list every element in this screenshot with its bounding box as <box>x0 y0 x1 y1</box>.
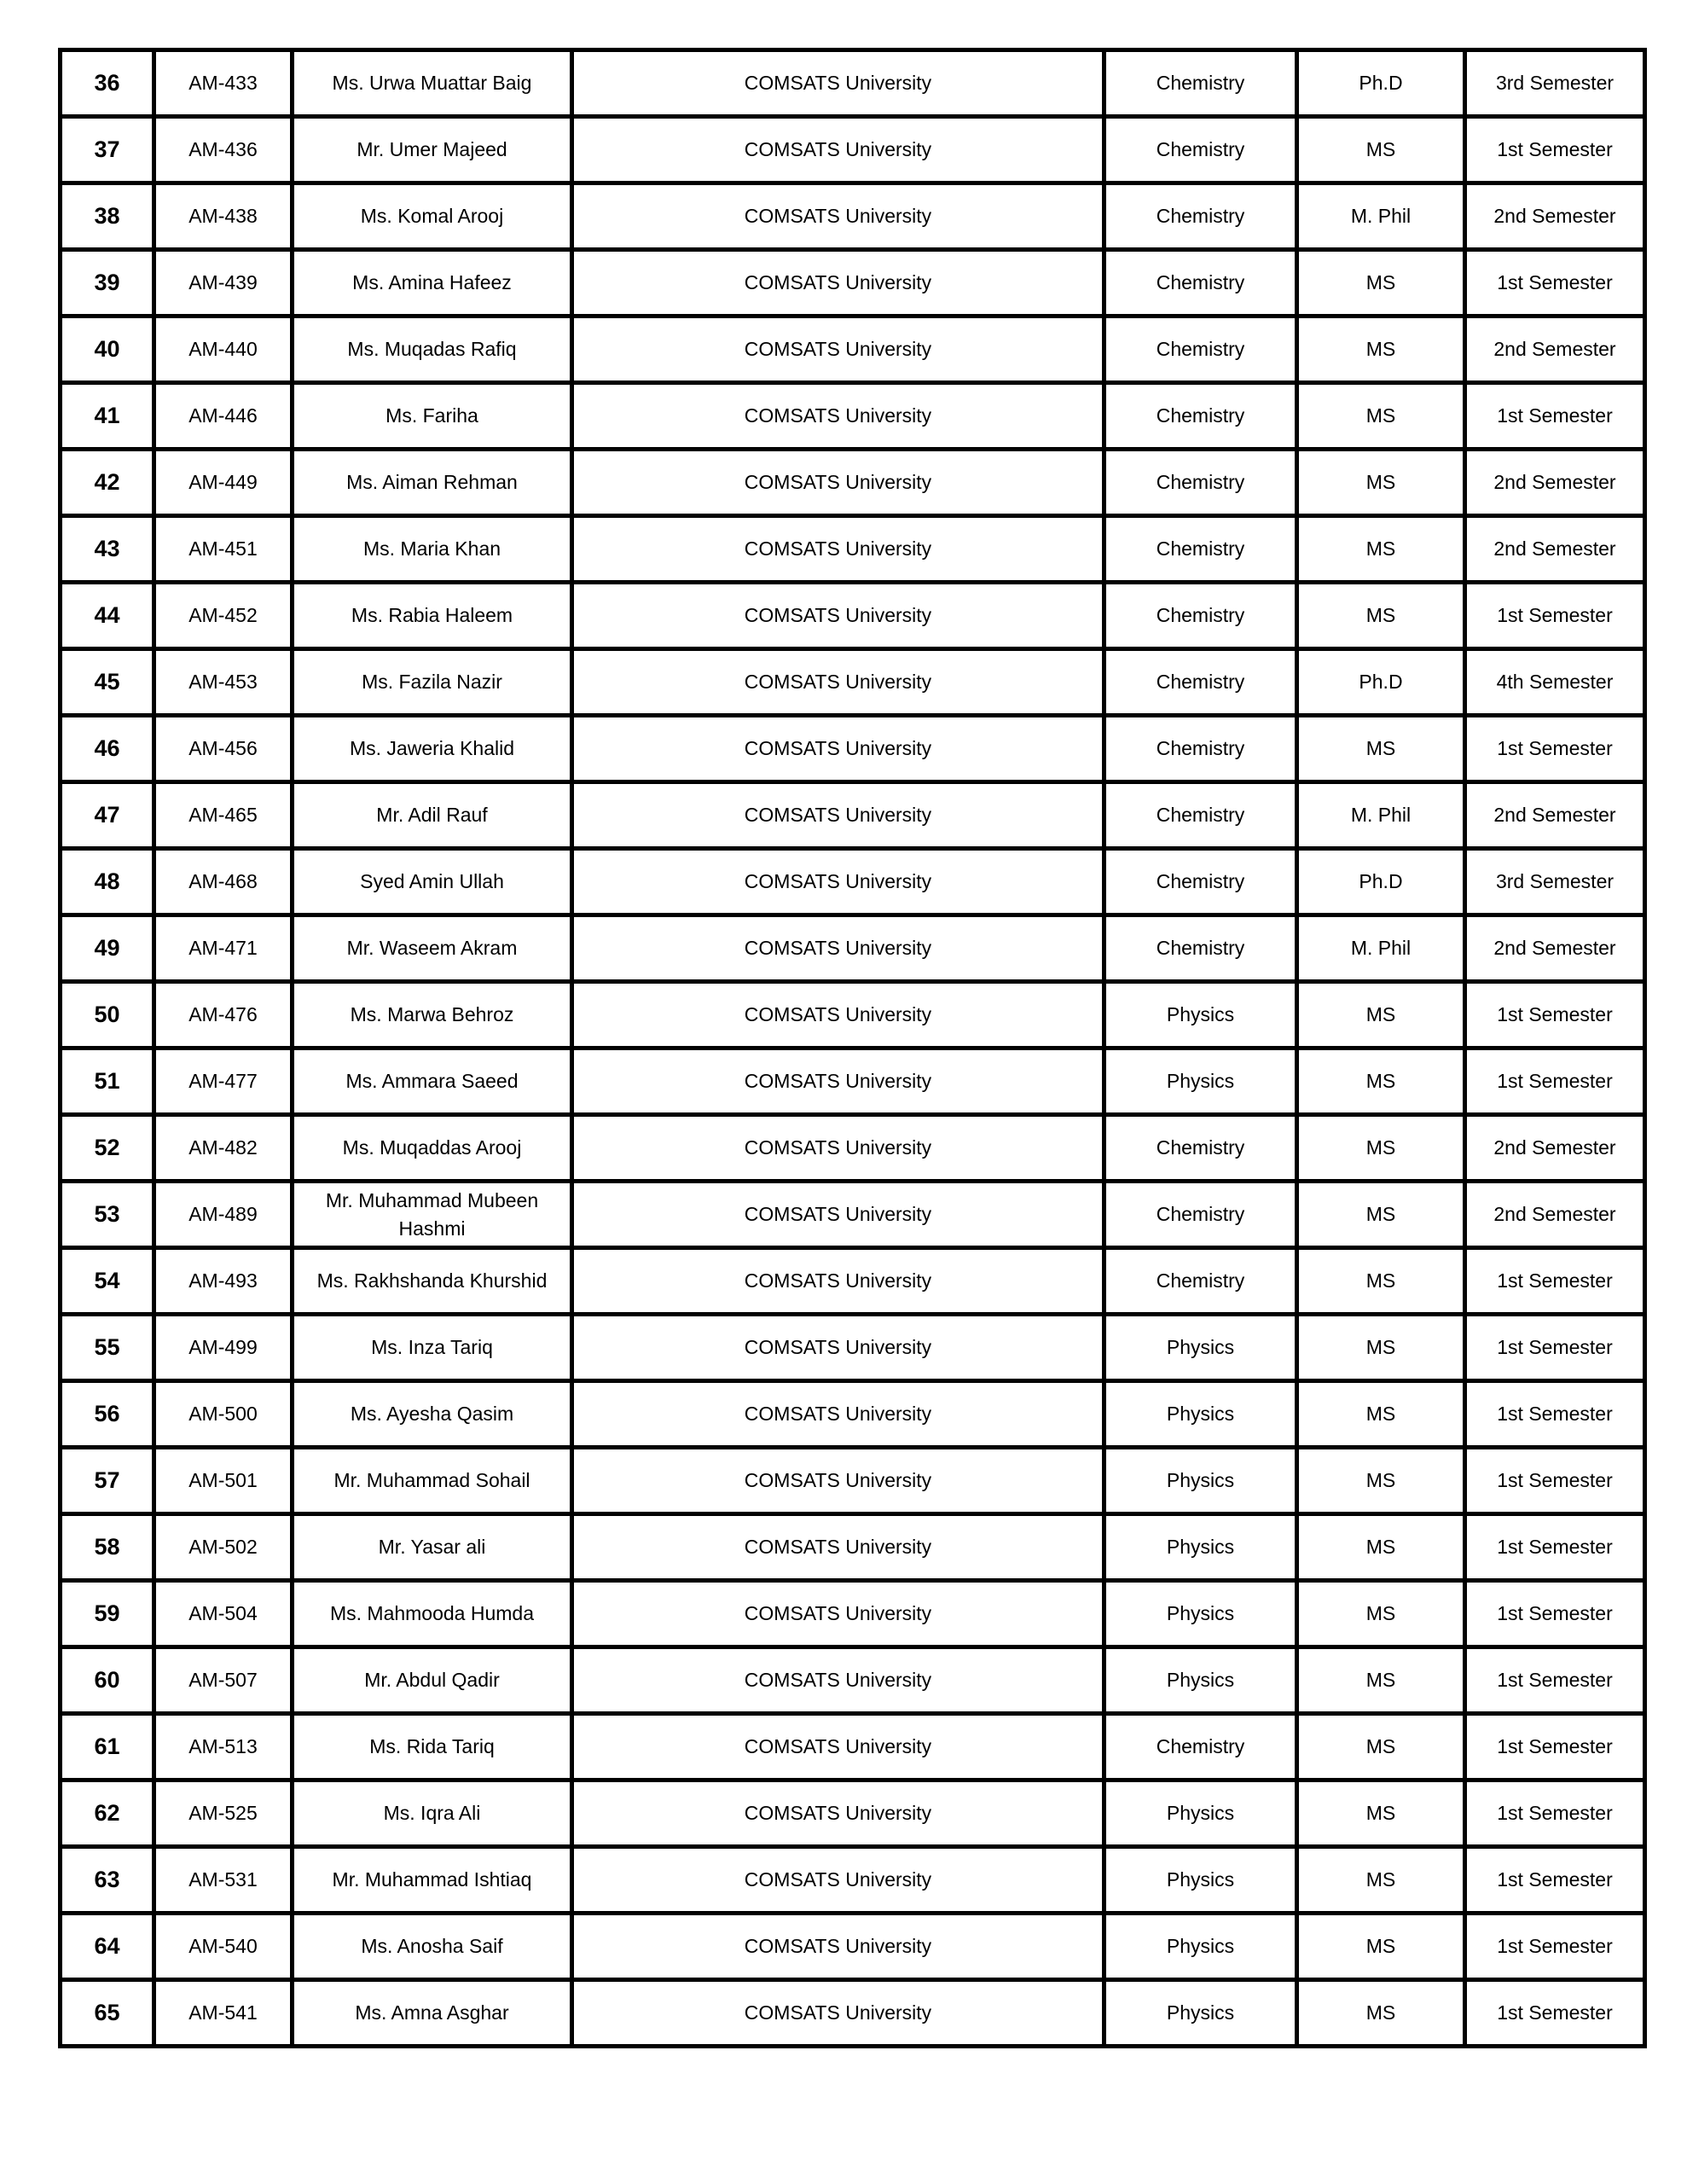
department-cell: Physics <box>1104 1448 1297 1514</box>
student-id-cell: AM-436 <box>154 117 293 183</box>
serial-number-cell: 59 <box>61 1581 154 1647</box>
department-cell: Chemistry <box>1104 716 1297 782</box>
student-id-cell: AM-438 <box>154 183 293 250</box>
department-cell: Physics <box>1104 1381 1297 1448</box>
serial-number-cell: 65 <box>61 1980 154 2047</box>
semester-cell: 2nd Semester <box>1465 183 1645 250</box>
student-name-cell: Mr. Muhammad Ishtiaq <box>293 1847 572 1914</box>
student-name-cell: Ms. Rabia Haleem <box>293 583 572 649</box>
department-cell: Chemistry <box>1104 915 1297 982</box>
student-id-cell: AM-433 <box>154 50 293 117</box>
degree-cell: MS <box>1297 1514 1465 1581</box>
serial-number-cell: 45 <box>61 649 154 716</box>
department-cell: Chemistry <box>1104 1714 1297 1780</box>
department-cell: Chemistry <box>1104 117 1297 183</box>
semester-cell: 1st Semester <box>1465 1714 1645 1780</box>
university-cell: COMSATS University <box>572 1381 1104 1448</box>
serial-number-cell: 64 <box>61 1914 154 1980</box>
student-name-cell: Ms. Aiman Rehman <box>293 450 572 516</box>
degree-cell: M. Phil <box>1297 915 1465 982</box>
university-cell: COMSATS University <box>572 1714 1104 1780</box>
university-cell: COMSATS University <box>572 50 1104 117</box>
university-cell: COMSATS University <box>572 450 1104 516</box>
student-name-cell: Ms. Fariha <box>293 383 572 450</box>
degree-cell: MS <box>1297 583 1465 649</box>
student-id-cell: AM-507 <box>154 1647 293 1714</box>
table-row <box>61 516 1645 583</box>
serial-number-cell: 46 <box>61 716 154 782</box>
university-cell: COMSATS University <box>572 1514 1104 1581</box>
department-cell: Physics <box>1104 1581 1297 1647</box>
department-cell: Physics <box>1104 1914 1297 1980</box>
student-name-cell: Ms. Urwa Muattar Baig <box>293 50 572 117</box>
university-cell: COMSATS University <box>572 1581 1104 1647</box>
table-row <box>61 583 1645 649</box>
serial-number-cell: 50 <box>61 982 154 1048</box>
university-cell: COMSATS University <box>572 849 1104 915</box>
serial-number-cell: 57 <box>61 1448 154 1514</box>
student-name-cell: Syed Amin Ullah <box>293 849 572 915</box>
department-cell: Physics <box>1104 1315 1297 1381</box>
student-id-cell: AM-471 <box>154 915 293 982</box>
student-id-cell: AM-456 <box>154 716 293 782</box>
student-id-cell: AM-541 <box>154 1980 293 2047</box>
department-cell: Chemistry <box>1104 516 1297 583</box>
university-cell: COMSATS University <box>572 782 1104 849</box>
semester-cell: 1st Semester <box>1465 1581 1645 1647</box>
university-cell: COMSATS University <box>572 1780 1104 1847</box>
table-row <box>61 1448 1645 1514</box>
student-name-cell: Ms. Maria Khan <box>293 516 572 583</box>
student-id-cell: AM-439 <box>154 250 293 317</box>
degree-cell: MS <box>1297 1381 1465 1448</box>
student-name-cell: Mr. Yasar ali <box>293 1514 572 1581</box>
student-id-cell: AM-502 <box>154 1514 293 1581</box>
department-cell: Chemistry <box>1104 1182 1297 1248</box>
semester-cell: 1st Semester <box>1465 1914 1645 1980</box>
department-cell: Chemistry <box>1104 250 1297 317</box>
university-cell: COMSATS University <box>572 1647 1104 1714</box>
semester-cell: 1st Semester <box>1465 1448 1645 1514</box>
degree-cell: MS <box>1297 1248 1465 1315</box>
department-cell: Chemistry <box>1104 649 1297 716</box>
semester-cell: 1st Semester <box>1465 1315 1645 1381</box>
degree-cell: Ph.D <box>1297 50 1465 117</box>
serial-number-cell: 51 <box>61 1048 154 1115</box>
student-id-cell: AM-440 <box>154 317 293 383</box>
table-row <box>61 1048 1645 1115</box>
serial-number-cell: 39 <box>61 250 154 317</box>
degree-cell: MS <box>1297 1448 1465 1514</box>
semester-cell: 1st Semester <box>1465 716 1645 782</box>
student-name-cell: Ms. Rida Tariq <box>293 1714 572 1780</box>
university-cell: COMSATS University <box>572 1448 1104 1514</box>
student-id-cell: AM-449 <box>154 450 293 516</box>
student-id-cell: AM-465 <box>154 782 293 849</box>
semester-cell: 2nd Semester <box>1465 1115 1645 1182</box>
table-row <box>61 982 1645 1048</box>
student-name-cell: Ms. Marwa Behroz <box>293 982 572 1048</box>
semester-cell: 1st Semester <box>1465 583 1645 649</box>
table-row <box>61 716 1645 782</box>
table-row <box>61 250 1645 317</box>
student-id-cell: AM-493 <box>154 1248 293 1315</box>
table-row <box>61 450 1645 516</box>
table-row <box>61 1381 1645 1448</box>
university-cell: COMSATS University <box>572 516 1104 583</box>
semester-cell: 1st Semester <box>1465 1248 1645 1315</box>
student-name-cell: Ms. Mahmooda Humda <box>293 1581 572 1647</box>
serial-number-cell: 56 <box>61 1381 154 1448</box>
serial-number-cell: 43 <box>61 516 154 583</box>
table-row <box>61 383 1645 450</box>
student-name-cell: Ms. Ayesha Qasim <box>293 1381 572 1448</box>
department-cell: Chemistry <box>1104 50 1297 117</box>
student-name-cell: Ms. Rakhshanda Khurshid <box>293 1248 572 1315</box>
university-cell: COMSATS University <box>572 1182 1104 1248</box>
semester-cell: 2nd Semester <box>1465 782 1645 849</box>
serial-number-cell: 54 <box>61 1248 154 1315</box>
semester-cell: 2nd Semester <box>1465 915 1645 982</box>
table-row <box>61 1182 1645 1248</box>
degree-cell: MS <box>1297 1847 1465 1914</box>
student-id-cell: AM-489 <box>154 1182 293 1248</box>
semester-cell: 1st Semester <box>1465 1980 1645 2047</box>
university-cell: COMSATS University <box>572 1048 1104 1115</box>
student-name-cell: Mr. Abdul Qadir <box>293 1647 572 1714</box>
department-cell: Chemistry <box>1104 849 1297 915</box>
degree-cell: M. Phil <box>1297 183 1465 250</box>
department-cell: Physics <box>1104 1647 1297 1714</box>
semester-cell: 1st Semester <box>1465 1381 1645 1448</box>
degree-cell: MS <box>1297 250 1465 317</box>
student-name-cell: Ms. Iqra Ali <box>293 1780 572 1847</box>
serial-number-cell: 41 <box>61 383 154 450</box>
student-name-cell: Ms. Jaweria Khalid <box>293 716 572 782</box>
degree-cell: MS <box>1297 1780 1465 1847</box>
student-id-cell: AM-540 <box>154 1914 293 1980</box>
table-row <box>61 649 1645 716</box>
semester-cell: 2nd Semester <box>1465 1182 1645 1248</box>
serial-number-cell: 60 <box>61 1647 154 1714</box>
university-cell: COMSATS University <box>572 317 1104 383</box>
serial-number-cell: 61 <box>61 1714 154 1780</box>
university-cell: COMSATS University <box>572 716 1104 782</box>
student-name-cell: Ms. Komal Arooj <box>293 183 572 250</box>
semester-cell: 1st Semester <box>1465 1847 1645 1914</box>
semester-cell: 1st Semester <box>1465 1048 1645 1115</box>
department-cell: Physics <box>1104 982 1297 1048</box>
table-row <box>61 117 1645 183</box>
department-cell: Chemistry <box>1104 782 1297 849</box>
table-row <box>61 1980 1645 2047</box>
serial-number-cell: 36 <box>61 50 154 117</box>
table-row <box>61 183 1645 250</box>
department-cell: Chemistry <box>1104 1248 1297 1315</box>
table-row <box>61 1780 1645 1847</box>
table-row <box>61 1647 1645 1714</box>
student-name-cell: Ms. Anosha Saif <box>293 1914 572 1980</box>
serial-number-cell: 42 <box>61 450 154 516</box>
serial-number-cell: 48 <box>61 849 154 915</box>
table-row <box>61 317 1645 383</box>
serial-number-cell: 40 <box>61 317 154 383</box>
department-cell: Chemistry <box>1104 383 1297 450</box>
semester-cell: 3rd Semester <box>1465 849 1645 915</box>
department-cell: Chemistry <box>1104 1115 1297 1182</box>
serial-number-cell: 44 <box>61 583 154 649</box>
student-id-cell: AM-482 <box>154 1115 293 1182</box>
table-row <box>61 1315 1645 1381</box>
student-id-cell: AM-501 <box>154 1448 293 1514</box>
roster-body <box>61 50 1645 2047</box>
semester-cell: 1st Semester <box>1465 383 1645 450</box>
table-row <box>61 1914 1645 1980</box>
table-row <box>61 1847 1645 1914</box>
degree-cell: M. Phil <box>1297 782 1465 849</box>
table-row <box>61 1514 1645 1581</box>
semester-cell: 4th Semester <box>1465 649 1645 716</box>
student-id-cell: AM-446 <box>154 383 293 450</box>
student-id-cell: AM-477 <box>154 1048 293 1115</box>
degree-cell: MS <box>1297 117 1465 183</box>
department-cell: Physics <box>1104 1847 1297 1914</box>
semester-cell: 2nd Semester <box>1465 516 1645 583</box>
university-cell: COMSATS University <box>572 1980 1104 2047</box>
serial-number-cell: 52 <box>61 1115 154 1182</box>
student-id-cell: AM-525 <box>154 1780 293 1847</box>
degree-cell: MS <box>1297 1115 1465 1182</box>
table-row <box>61 1714 1645 1780</box>
student-id-cell: AM-453 <box>154 649 293 716</box>
student-name-cell: Ms. Ammara Saeed <box>293 1048 572 1115</box>
degree-cell: MS <box>1297 317 1465 383</box>
student-name-cell: Mr. Umer Majeed <box>293 117 572 183</box>
degree-cell: MS <box>1297 1647 1465 1714</box>
serial-number-cell: 63 <box>61 1847 154 1914</box>
department-cell: Physics <box>1104 1514 1297 1581</box>
student-name-cell: Ms. Inza Tariq <box>293 1315 572 1381</box>
university-cell: COMSATS University <box>572 1115 1104 1182</box>
department-cell: Chemistry <box>1104 183 1297 250</box>
serial-number-cell: 49 <box>61 915 154 982</box>
semester-cell: 1st Semester <box>1465 117 1645 183</box>
semester-cell: 1st Semester <box>1465 1647 1645 1714</box>
student-id-cell: AM-504 <box>154 1581 293 1647</box>
student-name-cell: Ms. Fazila Nazir <box>293 649 572 716</box>
student-id-cell: AM-451 <box>154 516 293 583</box>
serial-number-cell: 58 <box>61 1514 154 1581</box>
university-cell: COMSATS University <box>572 583 1104 649</box>
table-row <box>61 1248 1645 1315</box>
student-id-cell: AM-500 <box>154 1381 293 1448</box>
serial-number-cell: 47 <box>61 782 154 849</box>
student-id-cell: AM-476 <box>154 982 293 1048</box>
student-name-cell: Ms. Muqaddas Arooj <box>293 1115 572 1182</box>
table-row <box>61 1581 1645 1647</box>
table-row <box>61 50 1645 117</box>
table-row <box>61 915 1645 982</box>
department-cell: Chemistry <box>1104 317 1297 383</box>
serial-number-cell: 37 <box>61 117 154 183</box>
degree-cell: MS <box>1297 982 1465 1048</box>
university-cell: COMSATS University <box>572 1914 1104 1980</box>
student-name-cell: Ms. Amina Hafeez <box>293 250 572 317</box>
university-cell: COMSATS University <box>572 1847 1104 1914</box>
degree-cell: MS <box>1297 1048 1465 1115</box>
semester-cell: 1st Semester <box>1465 1780 1645 1847</box>
student-name-cell: Mr. Waseem Akram <box>293 915 572 982</box>
university-cell: COMSATS University <box>572 915 1104 982</box>
degree-cell: MS <box>1297 1980 1465 2047</box>
university-cell: COMSATS University <box>572 383 1104 450</box>
degree-cell: Ph.D <box>1297 649 1465 716</box>
degree-cell: MS <box>1297 716 1465 782</box>
university-cell: COMSATS University <box>572 117 1104 183</box>
university-cell: COMSATS University <box>572 649 1104 716</box>
student-id-cell: AM-452 <box>154 583 293 649</box>
degree-cell: MS <box>1297 1315 1465 1381</box>
serial-number-cell: 62 <box>61 1780 154 1847</box>
serial-number-cell: 38 <box>61 183 154 250</box>
degree-cell: MS <box>1297 1914 1465 1980</box>
student-name-cell: Ms. Amna Asghar <box>293 1980 572 2047</box>
table-row <box>61 849 1645 915</box>
degree-cell: MS <box>1297 1714 1465 1780</box>
student-name-cell: Mr. Muhammad Sohail <box>293 1448 572 1514</box>
student-name-cell: Ms. Muqadas Rafiq <box>293 317 572 383</box>
student-id-cell: AM-513 <box>154 1714 293 1780</box>
semester-cell: 2nd Semester <box>1465 317 1645 383</box>
degree-cell: MS <box>1297 1581 1465 1647</box>
department-cell: Physics <box>1104 1780 1297 1847</box>
department-cell: Chemistry <box>1104 583 1297 649</box>
serial-number-cell: 55 <box>61 1315 154 1381</box>
university-cell: COMSATS University <box>572 183 1104 250</box>
student-id-cell: AM-468 <box>154 849 293 915</box>
department-cell: Physics <box>1104 1048 1297 1115</box>
table-row <box>61 1115 1645 1182</box>
semester-cell: 1st Semester <box>1465 982 1645 1048</box>
university-cell: COMSATS University <box>572 982 1104 1048</box>
university-cell: COMSATS University <box>572 250 1104 317</box>
semester-cell: 1st Semester <box>1465 1514 1645 1581</box>
degree-cell: MS <box>1297 383 1465 450</box>
student-name-cell: Mr. Adil Rauf <box>293 782 572 849</box>
university-cell: COMSATS University <box>572 1315 1104 1381</box>
semester-cell: 2nd Semester <box>1465 450 1645 516</box>
student-name-cell: Mr. Muhammad Mubeen Hashmi <box>293 1182 572 1248</box>
degree-cell: Ph.D <box>1297 849 1465 915</box>
semester-cell: 3rd Semester <box>1465 50 1645 117</box>
degree-cell: MS <box>1297 516 1465 583</box>
table-row <box>61 782 1645 849</box>
semester-cell: 1st Semester <box>1465 250 1645 317</box>
university-cell: COMSATS University <box>572 1248 1104 1315</box>
student-id-cell: AM-531 <box>154 1847 293 1914</box>
department-cell: Chemistry <box>1104 450 1297 516</box>
department-cell: Physics <box>1104 1980 1297 2047</box>
degree-cell: MS <box>1297 450 1465 516</box>
student-roster-table <box>58 48 1647 2048</box>
serial-number-cell: 53 <box>61 1182 154 1248</box>
student-id-cell: AM-499 <box>154 1315 293 1381</box>
degree-cell: MS <box>1297 1182 1465 1248</box>
